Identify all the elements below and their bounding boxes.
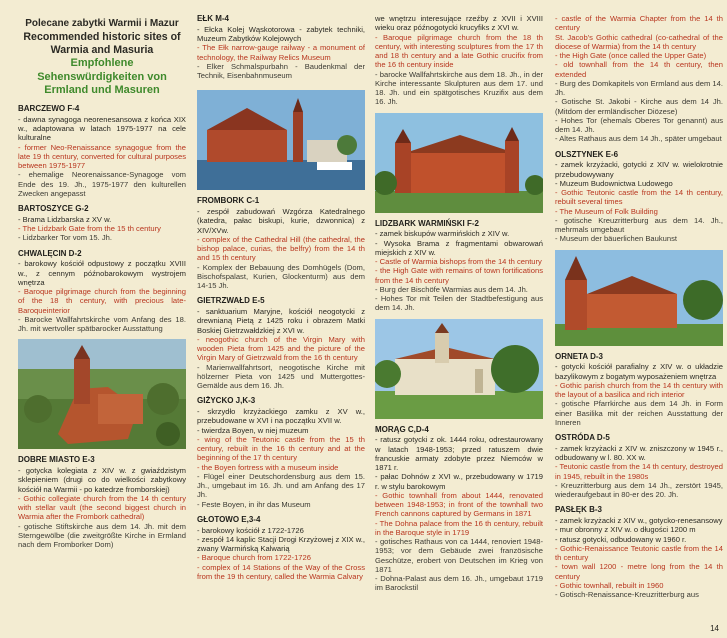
entry-gietrzwald [197,296,365,390]
bishops-castle-photo [375,113,543,213]
column-1 [18,0,186,638]
german-text: - Altes Rathaus aus dem 14 Jh., später umgebaut [555,134,722,144]
entry-heading: PASŁĘK B-3 [555,505,602,515]
entry-paslek [555,505,723,599]
english-text: - complex of the Cathedral Hill (the cathedral, the bishop palace, curias, the belfry) from the 14 th and 15 th century [197,234,365,263]
german-text: - Gotisch-Renaissance-Kreuzritterburg aus [555,590,699,599]
english-text: - The Dohna palace from the 16 th century, rebuilt in the Baroque style in 1719 [375,518,543,537]
polish-text: - gotycki kościół parafialny z XIV w. o układzie bazylikowym z bogatym wyposażeniem wnętrza [555,362,723,381]
title-english: Recommended historic sites of Warmia and Masuria [23,30,181,56]
german-text: - Hohes Tor (ehemals Oberes Tor genannt) aus dem 14. Jh. [555,115,723,134]
polish-text: - ratusz gotycki, odbudowany w 1960 r. [555,534,687,544]
english-text: - old townhall from the 14 th century, then extended [555,60,723,79]
column-4 [555,0,723,638]
entry-elk [197,14,365,80]
entry-heading: MORĄG C,D-4 [375,424,429,434]
polish-text: we wnętrzu interesujące rzeźby z XVII i XVIII wieku oraz późnogotycki krucyfiks z XVI w. [375,14,543,33]
english-text: - Gothic parish church from the 14 th century with the layout of a basilica and rich interior [555,380,723,399]
polish-text: - dawna synagoga neorenesansowa z końca XIX w., adaptowana w latach 1975-1977 na cele kulturalne [18,114,186,143]
english-text: - town wall 1200 - metre long from the 14 th century [555,562,723,581]
column-3 [375,0,543,638]
polish-text: - Muzeum Budownictwa Ludowego [555,178,673,188]
polish-text: - gotycka kolegiata z XIV w. z gwiaździstym sklepieniem (drugi co do wielkości zabytkowy kościół na Warmii - po katedrze fromborskiej) [18,466,186,494]
entry-heading: OLSZTYNEK E-6 [555,149,619,159]
german-text: - gotische Stiftskirche aus dem 14. Jh. mit dem Sterngewölbe (die zweitgrößte Kirche in Ermland nach dem Fromborker Dom) [18,521,186,550]
polish-text: - ratusz gotycki z ok. 1444 roku, odrestaurowany w latach 1948-1953; przed ratuszem dwie francuskie armaty zdobyte przez Niemców w 1871 r. [375,435,543,472]
polish-text: - zamek krzyżacki z XIV w., gotycko-renesansowy [555,516,723,525]
polish-text: - skrzydło krzyżackiego zamku z XV w., przebudowane w XVI i na początku XVII w. [197,407,365,426]
page-number: 14 [710,624,719,634]
entry-heading: ORNETA D-3 [555,351,603,361]
german-text: - Feste Boyen, in ihr das Museum [197,499,311,509]
entry-morag [375,425,543,593]
parish-church-photo [555,250,723,346]
entry-barczewo [18,104,186,198]
entry-heading: GŁOTOWO E,3-4 [197,514,261,524]
german-text: - Burg der Bischöfe Warmias aus dem 14. Jh. [375,284,528,294]
polish-text: - Wysoka Brama z fragmentami obwarowań miejskich z XIV w. [375,238,543,257]
collegiate-church-photo [18,339,186,449]
polish-text: - twierdza Boyen, w niej muzeum [197,425,309,435]
polish-text: - zespół 14 kaplic Stacji Drogi Krzyżowej z XIX w., zwany Warmińską Kalwarią [197,534,365,553]
polish-text: - zamek krzyżacki, gotycki z XIV w. wielokrotnie przebudowywany [555,160,723,179]
dohna-palace-photo [375,319,543,419]
english-text: - The Ełk narrow-gauge railway - a monument of technology, the Railway Relics Museum [197,43,365,62]
polish-text: - zamek biskupów warmińskich z XIV w. [375,229,510,239]
entry-bartoszyce [18,204,186,243]
title-german: Empfohlene Sehenswürdigkeiten von Ermland und Masuren [37,56,167,97]
english-text: - Castle of Warmia bishops from the 14 th century [375,257,542,266]
entry-heading: CHWALĘCIN D-2 [18,248,82,258]
entry-orneta [555,352,723,428]
english-text: - Teutonic castle from the 14 th century, destroyed in 1945, rebuilt in the 1980s [555,462,723,481]
cathedral-hill-photo [197,90,365,190]
german-text: - Burg des Domkapitels von Ermland aus dem 14. Jh. [555,78,723,97]
entry-heading: OSTRÓDA D-5 [555,433,610,442]
entry-heading: EŁK M-4 [197,14,229,23]
english-text: - the High Gate (once called the Upper Gate) [555,51,707,60]
english-text: - Gothic townhall from about 1444, renovated between 1948-1953; in front of the townhall two French cannons captured by Germans in 1871 [375,490,543,519]
entry-heading: FROMBORK C-1 [197,196,260,206]
german-text: - Kreuzritterburg aus dem 14 Jh., zerstört 1945, wiederaufgebaut in 80-er des 20. Jh. [555,480,723,499]
english-text: - Baroque pilgrimage church from the 18 th century, with interesting sculptures from the 17 th and 18 th century and a late Gothic crucifix from the 16 th century inside [375,32,543,70]
title-polish: Polecane zabytki Warmii i Mazur [25,18,179,29]
entry-glotowo [197,515,365,581]
polish-text: - pałac Dohnów z XVI w., przebudowany w 1719 r. w stylu barokowym [375,472,543,491]
german-text: - Museum der bäuerlichen Baukunst [555,234,677,244]
polish-text: - Ełcka Kolej Wąskotorowa - zabytek techniki, Muzeum Zabytków Kolejowych [197,24,365,43]
german-text: - gotische Kreuzritterburg aus dem 14. Jh., mehrmals umgebaut [555,215,723,234]
english-text: - Gothic townhall, rebuilt in 1960 [555,580,664,590]
polish-text: - sanktuarium Maryjne, kościół neogotycki z drewnianą Pietą z 1425 roku i obrazem Matki Boskiej Gietrzwałdzkiej z XVI w. [197,307,365,335]
entry-lidzbark-continued [555,14,723,144]
german-text: - Flügel einer Deutschordensburg aus dem 15. Jh., umgebaut im 16. Jh. und am Anfang des 17 Jh. [197,471,365,500]
page-title [18,18,186,98]
entry-heading: BARTOSZYCE G-2 [18,204,89,214]
english-text: - former Neo-Renaissance synagogue from the late 19 th century, converted for cultural purposes between 1975-1977 [18,142,186,171]
polish-text: - zamek krzyżacki z XIV w. zniszczony w 1945 r., odbudowany w l. 80. XX w. [555,443,723,462]
english-text: - the High Gate with remains of town fortifications from the 14 th century [375,266,543,285]
entry-heading: BARCZEWO F-4 [18,104,80,114]
german-text: - Komplex der Bebauung des Domhügels (Dom, Bischofspalast, Kurien, Glockenturm) aus dem 14-15 Jh. [197,262,365,290]
entry-olsztynek [555,150,723,244]
german-text: - Gotische St. Jakobi - Kirche aus dem 14 Jh. (Mitdom der ermländischer Diözese) [555,97,723,116]
entry-dobre-miasto [18,455,186,549]
english-text: - wing of the Teutonic castle from the 15 th century, rebuilt in the 16 th century and at the beginning of the 17 th century [197,434,365,463]
polish-text: - Brama Lidzbarska z XV w. [18,214,112,224]
entry-gizycko [197,396,365,509]
english-text: - Gothic-Renaissance Teutonic castle from the 14 th century [555,543,723,562]
german-text: - Marienwallfahrtsort, neogotische Kirche mit hölzerner Pieta von 1425 und Muttergottes-Gemälde aus dem 16. Jh. [197,362,365,390]
entry-frombork [197,196,365,290]
german-text: - Hohes Tor mit Teilen der Stadtbefestigung aus dem 14. Jh. [375,294,543,313]
entry-heading: DOBRE MIASTO E-3 [18,455,95,465]
english-text: - Baroque pilgrimage church from the beginning of the 18 th century, with precious late-Baroqueinterior [18,287,186,315]
entry-lidzbark [375,219,543,313]
english-text: - neogothic church of the Virgin Mary with wooden Pieta from 1425 and the picture of the Virgin Mary of Gietrzwald from the 16 th century [197,334,365,363]
german-text: - Lidzbarker Tor vom 15. Jh. [18,233,112,243]
german-text: - gotisches Rathaus von ca 1444, renoviert 1948-1953; vor dem Gebäude zwei französische Geschütze, erobert von Deutschen im Krieg von 1871 [375,537,543,574]
polish-text: - mur obronny z XIV w. o długości 1200 m [555,525,696,535]
entry-ostroda [555,433,723,499]
english-text: - Gothic Teutonic castle from the 14 th century, rebuilt several times [555,188,723,207]
column-2 [197,0,365,638]
entry-heading: GIŻYCKO J,K-3 [197,396,256,406]
entry-heading: LIDZBARK WARMIŃSKI F-2 [375,218,479,228]
english-text: St. Jacob's Gothic cathedral (co-cathedral of the diocese of Warmia) from the 14 th century [555,32,723,51]
polish-text: - barokowy kościół odpustowy z początku XVIII w., z cennym późnobarokowym wystrojem wnętrza [18,259,186,287]
english-text: - Gothic collegiate church from the 14 th century with stellar vault (the second biggest church in Warmia after the Frombork cathedral) [18,493,186,522]
german-text: - Elker Schmalspurbahn - Baudenkmal der Technik, Eisenbahnmuseum [197,61,365,80]
german-text: - Dohna-Palast aus dem 16. Jh., umgebaut 1719 im Barockstil [375,574,543,593]
german-text: - ehemalige Neorenaissance-Synagoge vom Ende des 19. Jh., 1975-1977 den kulturellen Zwecken angepasst [18,170,186,198]
german-text: - Barocke Wallfahrtskirche vom Anfang des 18. Jh. mit wertvoller spätbarocker Ausstattung [18,314,186,334]
german-text: - gotische Pfarrkirche aus dem 14 Jh. in Form einer Basilika mit der reichen Ausstattung der Inneren [555,399,723,427]
entry-heading: GIETRZWAŁD E-5 [197,296,265,306]
entry-glotowo-continued [375,14,543,107]
english-text: - the Boyen fortress with a museum inside [197,462,339,472]
english-text: - castle of the Warmia Chapter from the 14 th century [555,14,723,33]
entry-chwalecin [18,249,186,334]
english-text: - The Museum of Folk Building [555,206,658,216]
polish-text: - zespół zabudowań Wzgórza Katedralnego (katedra, pałac biskupi, kurie, dzwonnica) z XIV/XVw. [197,207,365,235]
english-text: - The Lidzbark Gate from the 15 th century [18,224,161,234]
polish-text: - barokowy kościół z 1722-1726 [197,525,304,535]
english-text: - complex of 14 Stations of the Way of the Cross from the 19 th century, called the Warmia Calvary [197,562,365,581]
english-text: - Baroque church from 1722-1726 [197,553,311,563]
german-text: - barocke Wallfahrtskirche aus dem 18. Jh., in der Kirche interessante Skulpturen aus dem 17. und 18. Jh. und ein spätgotisches Kruzifix aus dem 16. Jh. [375,69,543,107]
